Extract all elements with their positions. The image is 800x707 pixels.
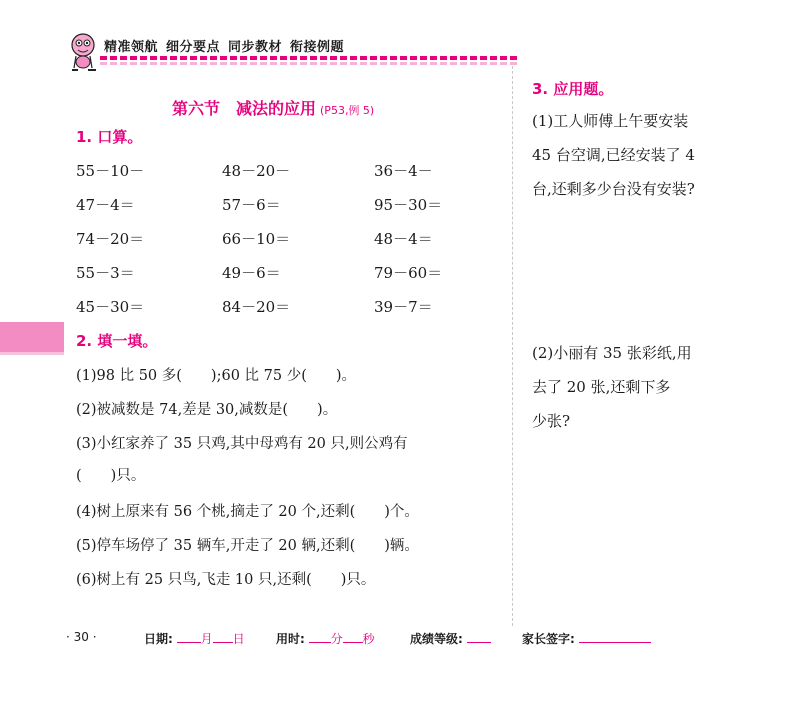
- grade-blank[interactable]: [467, 642, 491, 643]
- calc-item: 79－60＝: [374, 264, 443, 282]
- word-line: 去了 20 张,还剩下多: [532, 378, 671, 396]
- q3-heading: 3. 应用题。: [532, 80, 614, 98]
- fill-item: ( )只。: [76, 468, 146, 484]
- calc-item: 84－20＝: [222, 298, 291, 316]
- word-problem-1: [532, 104, 695, 206]
- month-label: 月: [200, 632, 213, 646]
- calc-item: 45－30＝: [76, 298, 145, 316]
- second-label: 秒: [362, 632, 375, 646]
- calc-item: 48－20－: [222, 162, 291, 180]
- mascot-logo-icon: [66, 32, 102, 74]
- second-blank[interactable]: [343, 642, 363, 643]
- q2-heading: 2. 填一填。: [76, 332, 158, 350]
- parent-blank[interactable]: [579, 642, 651, 643]
- calc-item: 55－3＝: [76, 264, 135, 282]
- word-line: 台,还剩多少台没有安装?: [532, 180, 695, 198]
- calc-item: 74－20＝: [76, 230, 145, 248]
- word-line: (1)工人师傅上午要安装: [532, 112, 689, 130]
- day-blank[interactable]: [213, 642, 233, 643]
- footer-date: [144, 630, 245, 647]
- header-divider: [100, 56, 520, 60]
- parent-label: 家长签字:: [522, 632, 575, 646]
- header-phrases: [104, 36, 352, 55]
- footer-parent: [522, 630, 651, 647]
- calc-item: 57－6＝: [222, 196, 281, 214]
- calc-item: 95－30＝: [374, 196, 443, 214]
- date-blank[interactable]: [177, 642, 201, 643]
- q1-heading: 1. 口算。: [76, 128, 143, 146]
- word-line: 45 台空调,已经安装了 4: [532, 146, 695, 164]
- calc-item: 39－7＝: [374, 298, 433, 316]
- day-label: 日: [232, 632, 245, 646]
- calc-item: 66－10＝: [222, 230, 291, 248]
- page-number: · 30 ·: [66, 630, 97, 644]
- side-tab: [0, 322, 64, 352]
- calc-item: 49－6＝: [222, 264, 281, 282]
- fill-item: (4)树上原来有 56 个桃,摘走了 20 个,还剩( )个。: [76, 504, 419, 520]
- section-ref: (P53,例 5): [320, 104, 375, 117]
- fill-item: (3)小红家养了 35 只鸡,其中母鸡有 20 只,则公鸡有: [76, 436, 408, 452]
- section-title: [172, 96, 374, 119]
- header-phrase: 同步教材: [228, 40, 283, 55]
- footer-time: [276, 630, 375, 647]
- word-line: 少张?: [532, 412, 571, 430]
- section-title-text: 第六节 减法的应用: [172, 99, 317, 118]
- time-label: 用时:: [276, 632, 305, 646]
- fill-item: (1)98 比 50 多( );60 比 75 少( )。: [76, 368, 357, 384]
- column-divider: [512, 66, 513, 626]
- word-line: (2)小丽有 35 张彩纸,用: [532, 344, 692, 362]
- minute-label: 分: [330, 632, 343, 646]
- calc-item: 47－4＝: [76, 196, 135, 214]
- minute-blank[interactable]: [309, 642, 331, 643]
- header-phrase: 细分要点: [166, 40, 221, 55]
- header-phrase: 衔接例题: [290, 40, 345, 55]
- header-divider-light: [100, 62, 520, 65]
- fill-item: (5)停车场停了 35 辆车,开走了 20 辆,还剩( )辆。: [76, 538, 419, 554]
- side-tab-line: [0, 352, 64, 355]
- word-problem-2: [532, 336, 692, 438]
- footer-grade: [410, 630, 491, 647]
- calc-item: 55－10－: [76, 162, 145, 180]
- grade-label: 成绩等级:: [410, 632, 463, 646]
- calc-item: 48－4＝: [374, 230, 433, 248]
- header-phrase: 精准领航: [104, 40, 159, 55]
- calc-item: 36－4－: [374, 162, 433, 180]
- fill-item: (6)树上有 25 只鸟,飞走 10 只,还剩( )只。: [76, 572, 376, 588]
- date-label: 日期:: [144, 632, 173, 646]
- fill-item: (2)被减数是 74,差是 30,减数是( )。: [76, 402, 338, 418]
